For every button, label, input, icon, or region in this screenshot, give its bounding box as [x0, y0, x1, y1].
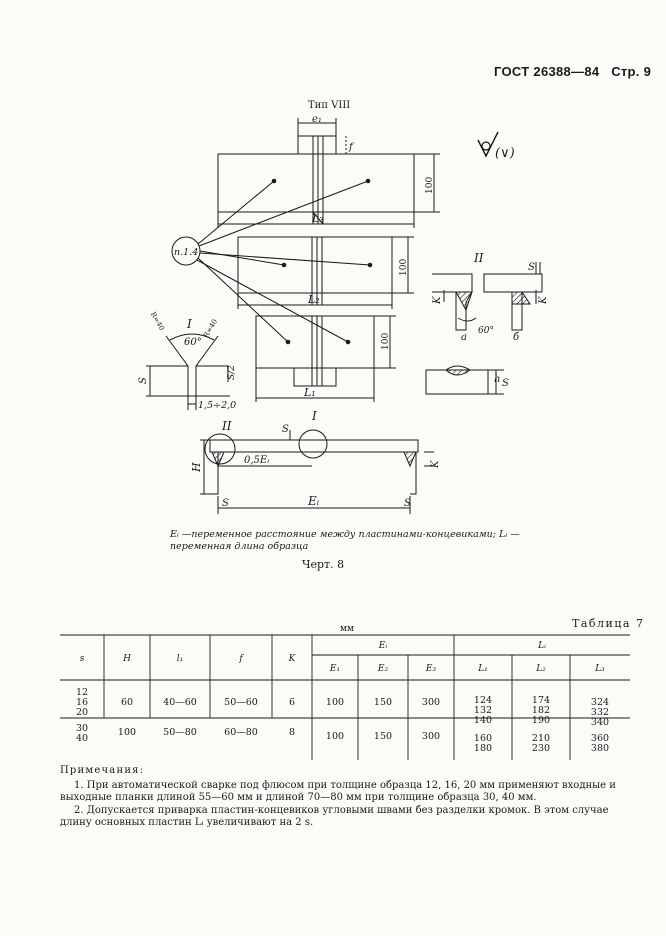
- side-detail-I: I: [312, 409, 317, 423]
- th-E2: E₂: [377, 664, 389, 674]
- plate-view-l1: [256, 316, 396, 402]
- dim-e1: e₁: [312, 114, 322, 125]
- table-label: Таблица 7: [572, 617, 645, 630]
- detail-II-label: II: [474, 251, 484, 265]
- groove-half-thickness: S/2: [227, 365, 237, 380]
- end-plate-k-a: K: [432, 296, 443, 304]
- groove-thickness: S: [138, 377, 149, 384]
- cell-L1: 160 180: [473, 733, 493, 754]
- side-half-Ei: 0,5Eᵢ: [244, 455, 270, 466]
- th-l1: l₁: [176, 654, 184, 664]
- th-K: K: [288, 654, 296, 664]
- cell-L3: 360 380: [590, 733, 610, 754]
- cell-K: 8: [288, 727, 296, 738]
- variant-b: б: [513, 332, 520, 343]
- bead-s: S: [502, 378, 509, 389]
- plate-view-l2: [238, 237, 414, 309]
- notes-title: Примечания:: [60, 765, 145, 776]
- cell-s: 30 40: [75, 723, 89, 744]
- dim-100-c: 100: [381, 332, 391, 350]
- end-plate-s: S: [528, 262, 535, 273]
- dim-100-b: 100: [399, 258, 409, 276]
- groove-radius-left: R≈40: [148, 310, 166, 332]
- th-L2: L₂: [536, 664, 546, 674]
- note-1: 1. При автоматической сварке под флюсом при толщине образца 12, 16, 20 мм применяют входные и выходные планки длиной 55—60 мм и длиной 70—80 мм при толщине образца 30, 40 мм.: [60, 779, 616, 803]
- cell-H: 100: [117, 727, 137, 738]
- cell-L2: 210 230: [531, 733, 551, 754]
- cell-L1: 124 132 140: [473, 695, 493, 726]
- cell-E1: 100: [325, 731, 345, 742]
- side-detail-II: II: [222, 419, 232, 433]
- weld-bead-section: [426, 366, 504, 394]
- reference-callout: [172, 181, 370, 342]
- roughness-value: (∨): [495, 146, 515, 161]
- cell-E3: 300: [421, 731, 441, 742]
- figure-caption: Eᵢ —переменное расстояние между пластинами-концевиками; Lᵢ —переменная длина образца: [170, 529, 520, 552]
- dim-f: f: [349, 142, 353, 153]
- figure-label: Черт. 8: [302, 558, 345, 571]
- side-K: K: [430, 460, 441, 468]
- groove-radius-right: R≈40: [202, 317, 220, 340]
- roughness-symbol: [478, 132, 515, 161]
- cell-s: 12 16 20: [75, 687, 89, 718]
- note-2: 2. Допускается приварка пластин-концевиков угловыми швами без разделки кромок. В этом случае длину основных пластин Lᵢ увеличивают на 2 s.: [60, 804, 609, 828]
- cell-K: 6: [288, 697, 296, 708]
- end-plate-detail: [432, 262, 542, 330]
- cell-E2: 150: [373, 731, 393, 742]
- bead-h: h: [494, 374, 501, 385]
- dim-L3: L₃: [312, 212, 324, 225]
- groove-angle: 60°: [184, 337, 202, 348]
- dim-L2: L₂: [308, 293, 320, 306]
- cell-f: 50—60: [224, 697, 258, 708]
- th-L3: L₃: [595, 664, 605, 674]
- cell-l1: 40—60: [163, 697, 197, 708]
- dim-L1: L₁: [304, 386, 316, 399]
- th-E3: E₃: [425, 664, 437, 674]
- page-number: Стр. 9: [611, 64, 652, 79]
- end-plate-k-b: K: [538, 296, 549, 304]
- th-s: s: [79, 654, 85, 664]
- reference-note: п.1.4: [174, 247, 199, 258]
- cell-E2: 150: [373, 697, 393, 708]
- cell-L3: 324 332 340: [590, 697, 610, 728]
- cell-L2: 174 182 190: [531, 695, 551, 726]
- notes: [60, 765, 632, 830]
- side-Ei: Eᵢ: [308, 494, 320, 508]
- side-s-left: S: [222, 498, 229, 509]
- dim-100-a: 100: [425, 176, 435, 194]
- th-L1: L₁: [478, 664, 488, 674]
- cell-H: 60: [120, 697, 134, 708]
- cell-f: 60—80: [224, 727, 258, 738]
- cell-E3: 300: [421, 697, 441, 708]
- th-H: H: [123, 654, 131, 664]
- plate-view-l3: [218, 118, 440, 228]
- end-plate-angle: 60°: [478, 326, 494, 336]
- variant-a: а: [461, 332, 467, 343]
- type-label: Тип VIII: [308, 100, 351, 111]
- standard-number: ГОСТ 26388—84: [494, 64, 600, 79]
- cell-l1: 50—80: [163, 727, 197, 738]
- side-s-right: S: [404, 498, 411, 509]
- th-E1: E₁: [329, 664, 341, 674]
- th-Li: Lᵢ: [538, 641, 546, 651]
- groove-gap: 1,5÷2,0: [198, 400, 237, 411]
- side-H: H: [190, 462, 203, 472]
- table-unit: мм: [340, 624, 355, 634]
- th-f: f: [239, 654, 243, 664]
- th-Ei: Eᵢ: [378, 641, 388, 651]
- side-s: S: [282, 424, 289, 435]
- cell-E1: 100: [325, 697, 345, 708]
- detail-I-label: I: [187, 317, 192, 331]
